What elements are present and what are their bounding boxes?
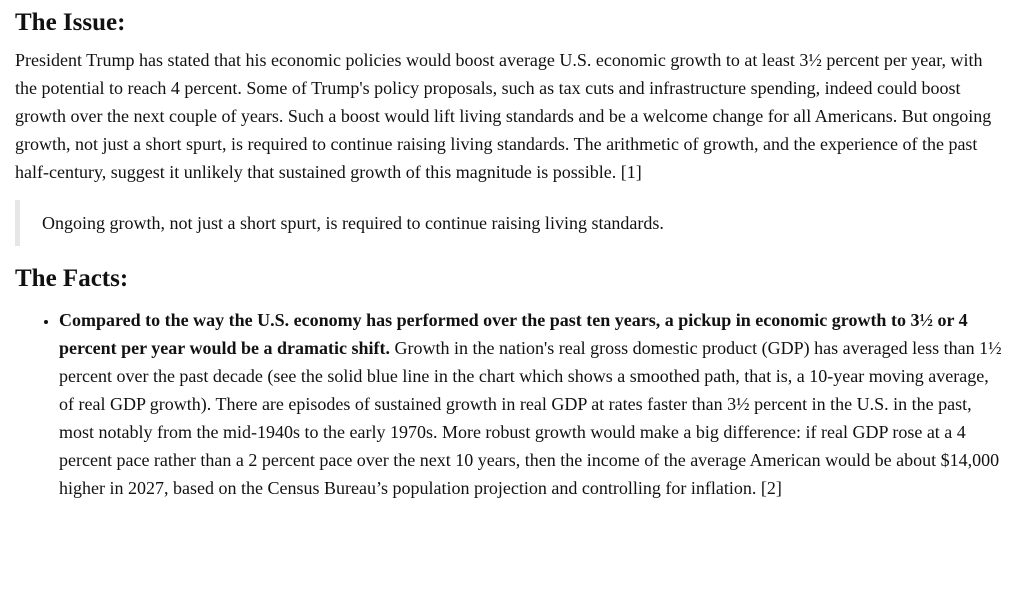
pull-quote-text: Ongoing growth, not just a short spurt, is required to continue raising living standards. [42,213,664,233]
issue-paragraph-text: President Trump has stated that his economic policies would boost average U.S. economic growth to at least 3½ percent per year, with the potential to reach 4 percent. Some of Trump's policy proposals, such as tax cuts and infrastructure spending, indeed could boost growth over the next couple of years. Such a boost would lift living standards and be a welcome change for all Americans. But ongoing growth, not just a short spurt, is required to continue raising living standards. The arithmetic of growth, and the experience of the past half-century, suggest it unlikely that sustained growth of this magnitude is possible. [15,50,992,182]
footnote-ref-2[interactable]: [2] [760,478,782,498]
footnote-ref-1[interactable]: [1] [620,162,642,182]
fact-bold-lead: Compared to the way the U.S. economy has performed over the past ten years, a pickup in economic growth to 3½ or 4 percent per year would be a dramatic shift. [59,310,968,358]
fact-body-text: Growth in the nation's real gross domestic product (GDP) has averaged less than 1½ percent over the past decade (see the solid blue line in the chart which shows a smoothed path, that is, a 10-year moving average, of real GDP growth). There are episodes of sustained growth in real GDP at rates faster than 3½ percent in the U.S. in the past, most notably from the mid-1940s to the early 1970s. More robust growth would make a big difference: if real GDP rose at a 4 percent pace rather than a 2 percent pace over the next 10 years, then the income of the average American would be about $14,000 higher in 2027, based on the Census Bureau’s population projection and controlling for inflation. [59,338,1002,498]
issue-heading: The Issue: [15,9,126,36]
issue-paragraph [15,46,1008,186]
facts-heading: The Facts: [15,265,129,292]
pull-quote [15,200,1008,246]
list-item [59,306,1008,502]
facts-list [15,306,1008,502]
